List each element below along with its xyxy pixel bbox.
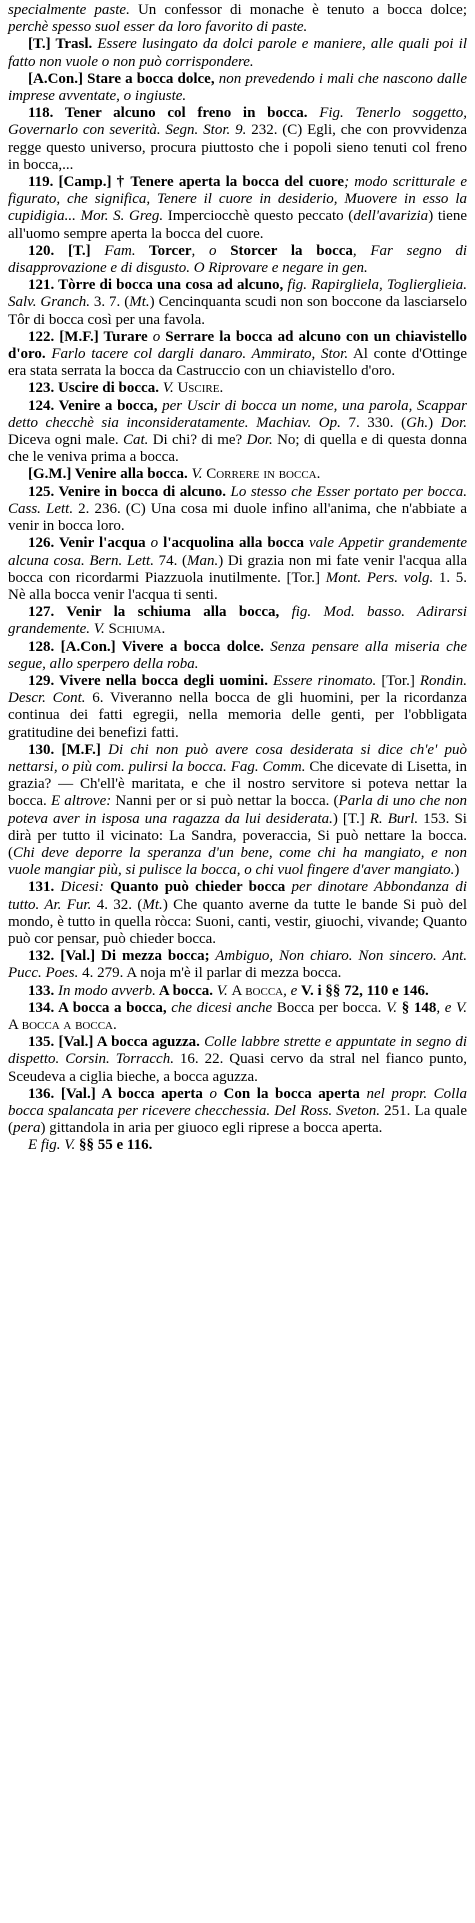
entry-text: 121. Tòrre di bocca una cosa ad alcuno, xyxy=(28,277,284,294)
entry-text: [Tor.] xyxy=(376,672,420,689)
entry-text: 3. 7. ( xyxy=(89,294,130,311)
entry-text: Man. xyxy=(186,552,219,569)
entry-text: 153. Si dirà per tutto il vicinato: La Sandra, poveraccia, Si può nettare la bocca. ( xyxy=(8,810,467,861)
entry-text: Essere rinomato. xyxy=(267,672,377,689)
entry-text: 7. 330. ( xyxy=(340,414,407,431)
dictionary-entry xyxy=(8,639,467,673)
entry-text: 131. xyxy=(28,879,61,896)
dictionary-entry xyxy=(8,174,467,243)
dictionary-entry xyxy=(8,2,467,36)
entry-text: 120. [T.] xyxy=(28,242,91,259)
entry-text: o xyxy=(145,535,164,552)
dictionary-entry xyxy=(8,105,467,174)
entry-text: 133. xyxy=(28,982,58,999)
entry-text: Quanto può chieder bocca xyxy=(110,879,286,896)
entry-text: A bocca. xyxy=(155,982,213,999)
entry-text: E altrove: xyxy=(50,793,112,810)
dictionary-entry xyxy=(8,535,467,604)
entry-text: ) Di grazia non mi fate venir l'acqua alla bocca con ricordarmi Piazzuola inutilmente. [Tor.] xyxy=(8,552,467,586)
entry-text: nel propr. Colla bocca spalancata per ricevere checchessia. Del Ross. Sveton. xyxy=(8,1085,468,1119)
entry-text: 119. [Camp.] † Tenere aperta la bocca del cuore xyxy=(28,174,345,191)
entry-text: l'acquolina alla bocca xyxy=(163,535,304,552)
entry-text: 124. Venire a bocca, xyxy=(28,397,158,414)
entry-text: fig. Mod. basso. Adirarsi grandemente. V. xyxy=(8,604,467,638)
entry-text: Senza pensare alla miseria che segue, allo sperpero della roba. xyxy=(8,638,467,672)
entry-text: Farlo tacere col dargli danaro. Ammirato, Stor. xyxy=(45,346,349,363)
entry-text: Correre in bocca. xyxy=(206,466,321,483)
entry-text: ) tiene all'uomo sempre aperta la bocca del cuore. xyxy=(8,208,467,242)
dictionary-entry xyxy=(8,879,467,948)
entry-text: Dor. xyxy=(440,414,467,431)
entry-text: 6. Viveranno nella bocca de gli huomini, per la ricordanza continua dei fatti egregii, nella memoria delle genti, per l'obbligata gratitudine dei benefizi fatti. xyxy=(8,690,467,741)
entry-text: § 148 xyxy=(401,999,437,1016)
entry-text: 135. [Val.] A bocca aguzza. xyxy=(28,1034,200,1051)
entry-text: 1. 5. Nè alla bocca venir l'acqua ti senti. xyxy=(8,569,468,603)
entry-text: Storcer la bocca xyxy=(230,242,353,259)
entry-text: ) xyxy=(454,862,460,879)
dictionary-entry xyxy=(8,1000,467,1034)
entry-text: o xyxy=(147,328,166,345)
entry-text: Serrare la bocca ad alcuno con un chiavistello d'oro. xyxy=(8,328,467,363)
entry-text: pera xyxy=(13,1120,41,1137)
entry-text: specialmente paste. xyxy=(8,2,130,18)
entry-text: A bocca xyxy=(231,982,284,999)
entry-text: 128. [A.Con.] Vivere a bocca dolce. xyxy=(28,638,264,655)
dictionary-entry xyxy=(8,1034,467,1086)
entry-text: , o xyxy=(191,242,231,259)
entry-text: A bocca a bocca. xyxy=(8,1016,117,1033)
dictionary-entry xyxy=(8,36,467,70)
entry-text: fig. Rapirgliela, Toglierglieia. Salv. Granch. xyxy=(8,277,467,311)
entry-text: Fig. Tenerlo soggetto, Governarlo con severità. Segn. Stor. 9. xyxy=(8,105,467,139)
dictionary-entry xyxy=(8,277,467,329)
entry-text: Diceva ogni male. xyxy=(8,432,123,449)
dictionary-entry xyxy=(8,71,467,105)
entry-text: dell'avarizia xyxy=(353,208,429,225)
entry-text: Parla di uno che non poteva aver in isposa una ragazza da lui desiderata. xyxy=(8,793,468,827)
entry-text: Nanni per or si può nettar la bocca. ( xyxy=(111,793,339,810)
dictionary-entry xyxy=(8,466,467,483)
entry-text: Lo stesso che Esser portato per bocca. Cass. Lett. xyxy=(8,483,468,517)
entry-text: Gh. xyxy=(406,414,429,431)
dictionary-entry xyxy=(8,398,467,467)
entry-text: 4. 279. A noja m'è il parlar di mezza bocca. xyxy=(78,965,342,982)
entry-text: 136. [Val.] A bocca aperta xyxy=(28,1085,203,1102)
dictionary-entry xyxy=(8,1086,467,1138)
dictionary-entry xyxy=(8,673,467,742)
entry-text: 129. Vivere nella bocca degli uomini. xyxy=(28,672,268,689)
dictionary-entry xyxy=(8,329,467,381)
entry-text: In modo avverb. xyxy=(58,982,156,999)
entry-text: [G.M.] Venire alla bocca. xyxy=(28,466,188,483)
dictionary-entry xyxy=(8,484,467,536)
entry-text: ) xyxy=(428,414,441,431)
entry-text: per Uscir di bocca un nome, una parola, Scappar detto checchè sia inconsideratamente. Machiav. Op. xyxy=(8,397,467,431)
entry-text: V. xyxy=(158,380,178,397)
entry-text: non prevedendo i mali che nascono dalle imprese avventate, o ingiuste. xyxy=(8,70,467,105)
entry-text: Mt. xyxy=(142,896,163,913)
entry-text: 16. 22. Quasi cervo da stral nel fianco punto, Sceudeva a ciglia bieche, a bocca aguzza. xyxy=(8,1051,467,1085)
dictionary-entry xyxy=(8,742,467,880)
entry-text: E fig. xyxy=(28,1137,61,1154)
entry-text: [A.Con.] Stare a bocca dolce, xyxy=(28,70,215,87)
entry-text: Rondin. Descr. Cont. xyxy=(8,672,467,707)
entry-text: ) gittandola in aria per giuoco egli riprese a bocca aperta. xyxy=(40,1120,383,1137)
entry-text: Colle labbre strette e appuntate in segno di dispetto. Corsin. Torracch. xyxy=(8,1034,467,1068)
entry-text: , e xyxy=(283,982,302,999)
dictionary-entry xyxy=(8,243,467,277)
entry-text: , Far segno di disapprovazione e di disgusto. O Riprovare e negare in gen. xyxy=(8,242,467,277)
entry-text: Mont. Pers. volg. xyxy=(325,569,434,586)
entry-text: 122. [M.F.] Turare xyxy=(28,328,148,345)
entry-text: Un confessor di monache è tenuto a bocca dolce; xyxy=(129,2,467,18)
entry-text: 4. 32. ( xyxy=(91,896,143,913)
entry-text: 130. [M.F.] xyxy=(28,741,101,758)
entry-text: 2. 236. (C) Una cosa mi duole infino all'anima, che n'abbiate a venir in bocca loro. xyxy=(8,500,467,535)
entry-text: Ambiguo, Non chiaro. Non sincero. Ant. Pucc. Poes. xyxy=(8,948,468,982)
entry-text: No; di quella e di questa donna che le veniva prima a bocca. xyxy=(8,432,468,466)
entry-text: V. i §§ 72, 110 e 146. xyxy=(301,982,429,999)
dictionary-entry xyxy=(8,380,467,397)
entry-text: Torcer xyxy=(135,242,192,259)
entry-text: Con la bocca aperta xyxy=(223,1085,360,1102)
entry-text: ) Che quanto averne da tutte le bande Si può del mondo, è tutto in quella ròcca: Suoni, canti, vestir, giuochi, vivande; Quanto può cor pensar, può chieder bocca. xyxy=(8,896,468,947)
entry-text: Bocca per bocca. xyxy=(272,999,387,1016)
entry-text: Dicesi: xyxy=(60,879,111,896)
entry-text: Essere lusingato da dolci parole e maniere, alle quali poi il fatto non vuole o non può corrispondere. xyxy=(8,36,467,70)
entry-text: Mt. xyxy=(129,294,150,311)
entry-text: 74. ( xyxy=(153,552,187,569)
entry-text: [T.] Trasl. xyxy=(28,36,93,53)
entry-text: 126. Venir l'acqua xyxy=(28,535,146,552)
entry-text: Fam. xyxy=(90,242,136,259)
dictionary-entry xyxy=(8,948,467,982)
entry-text: 125. Venire in bocca di alcuno. xyxy=(28,483,227,500)
entry-text: , e V. xyxy=(436,999,468,1016)
entry-text: Imperciocchè questo peccato ( xyxy=(163,208,354,225)
entry-text: Al conte d'Ottinge era stata serrata la bocca da Castruccio con un chiavistello d'oro. xyxy=(8,346,467,380)
entry-text: ; modo scritturale e figurato, che significa, Tenere il cuore in desiderio, Muovere in esso la cupidigia... Mor. S. Greg. xyxy=(8,174,467,225)
entry-text: per dinotare Abbondanza di tutto. Ar. Fur. xyxy=(8,879,467,913)
entry-text: 134. A bocca a bocca, xyxy=(28,999,167,1016)
entry-text: Cat. xyxy=(122,432,149,449)
entry-text: Dor. xyxy=(246,432,273,449)
entry-text: 127. Venir la schiuma alla bocca, xyxy=(28,604,280,621)
entry-text: Di chi? di me? xyxy=(148,432,247,449)
entry-text: Schiuma. xyxy=(108,621,166,638)
entry-text: V. xyxy=(60,1137,79,1154)
entry-text: 123. Uscire di bocca. xyxy=(28,380,159,397)
dictionary-entry xyxy=(8,604,467,638)
entry-text: V. xyxy=(187,466,207,483)
entry-text: ) [T.] xyxy=(332,810,370,827)
entry-text: vale Appetir grandemente alcuna cosa. Bern. Lett. xyxy=(8,535,467,569)
entry-text: V. xyxy=(212,982,232,999)
dictionary-entry xyxy=(8,1137,467,1154)
entry-text: ) Cencinquanta scudi non son boccone da lasciarselo Tôr di bocca così per una favola. xyxy=(8,294,467,328)
entry-text: perchè spesso suol esser da loro favorito di paste. xyxy=(8,19,308,36)
entry-text: 232. (C) Egli, che con provvidenza regge questo universo, procura piuttosto che i popoli sieno tenuti col freno in bocca,... xyxy=(8,122,467,173)
entry-text: V. xyxy=(386,999,402,1016)
entry-text: R. Burl. xyxy=(369,810,419,827)
entry-text: Chi deve deporre la speranza d'un bene, come chi ha mangiato, e non vuole mangiar più, si pulisce la bocca, o chi vuol fingere d'aver mangiato. xyxy=(8,844,467,879)
entry-text: §§ 55 e 116. xyxy=(78,1137,153,1154)
entry-text: 118. Tener alcuno col freno in bocca. xyxy=(28,105,308,122)
entry-text: 251. La quale ( xyxy=(8,1103,467,1137)
dictionary-entry xyxy=(8,983,467,1000)
entry-text: che dicesi anche xyxy=(166,999,273,1016)
entry-text: Che dicevate di Lisetta, in grazia? — Ch'ell'è maritata, e che il nostro servitore si poteva nettar la bocca. xyxy=(8,758,467,810)
entry-text: Uscire. xyxy=(177,380,224,397)
entry-text: Di chi non può avere cosa desiderata si dice ch'e' può nettarsi, o più com. pulirsi la bocca. Fag. Comm. xyxy=(8,741,468,775)
entry-text: 132. [Val.] Di mezza bocca; xyxy=(28,948,210,965)
entry-text: o xyxy=(202,1085,224,1102)
